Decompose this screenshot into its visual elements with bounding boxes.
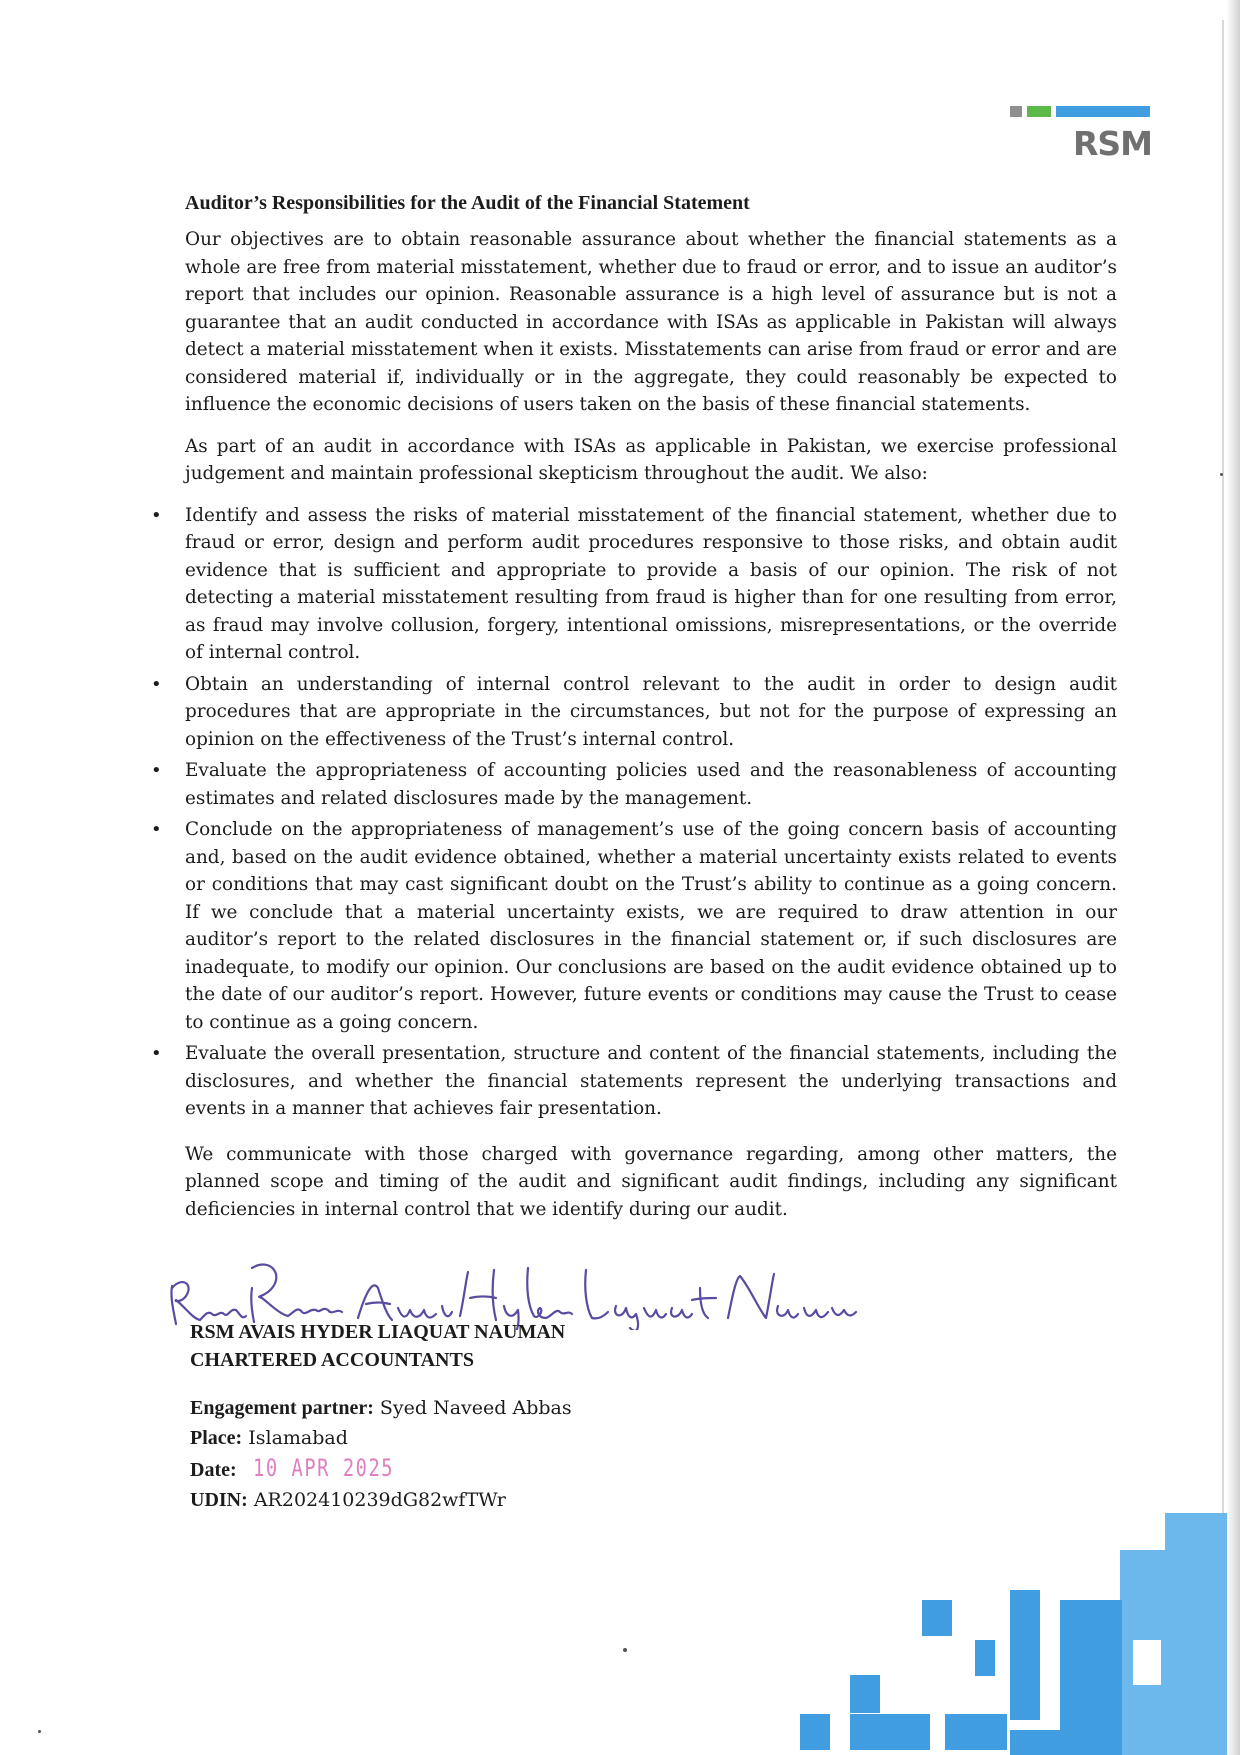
list-item [151, 502, 1117, 667]
logo-text: RSM [1072, 124, 1152, 163]
page-edge-line [1222, 20, 1224, 1730]
udin-label: UDIN: [190, 1489, 248, 1511]
list-item [151, 1040, 1117, 1123]
decor-pixel-block [1165, 1513, 1227, 1755]
page-edge-shadow [1226, 0, 1240, 1755]
decor-pixel-block [850, 1675, 880, 1713]
firm-name: RSM AVAIS HYDER LIAQUAT NAUMAN [190, 1321, 566, 1343]
date-row [190, 1453, 890, 1485]
decor-pixel-block [1010, 1590, 1040, 1720]
list-item [151, 816, 1117, 1036]
rsm-logo [1010, 106, 1150, 166]
decor-pixel-block [1060, 1600, 1122, 1690]
section-heading: Auditor’s Responsibilities for the Audit of the Financial Statement [185, 192, 750, 214]
list-item-text: Obtain an understanding of internal control relevant to the audit in order to design audit procedures that are appropriate in the circumstances, but not for the purpose of expressing an opinion on the effectiveness of the Trust’s internal control. [185, 673, 1117, 750]
date-label: Date: [190, 1459, 237, 1481]
decor-pixel-block [945, 1714, 1007, 1750]
paragraph-governance: We communicate with those charged with governance regarding, among other matters, the planned scope and timing of the audit and significant audit findings, including any significant deficiencies in internal control that we identify during our audit. [185, 1143, 1117, 1220]
scan-speck [1220, 473, 1223, 476]
place-value: Islamabad [248, 1427, 348, 1449]
decor-pixel-block [850, 1714, 930, 1750]
partner-label: Engagement partner: [190, 1397, 374, 1419]
list-item-text: Conclude on the appropriateness of management’s use of the going concern basis of accounting and, based on the audit evidence obtained, whether a material uncertainty exists related to events or conditions that may cast significant doubt on the Trust’s ability to continue as a going concern. If we conclude that a material uncertainty exists, we are required to draw attention in our auditor’s report to the related disclosures in the financial statement or, if such disclosures are inadequate, to modify our opinion. Our conclusions are based on the audit evidence obtained up to the date of our auditor’s report. However, future events or conditions may cause the Trust to cease to continue as a going concern. [185, 819, 1117, 1033]
list-item [151, 671, 1117, 754]
bullet-icon: • [151, 819, 162, 840]
decor-pixel-block [800, 1714, 830, 1750]
logo-bar-green [1027, 106, 1051, 117]
list-item-text: Evaluate the appropriateness of accounting policies used and the reasonableness of accounting estimates and related disclosures made by the management. [185, 760, 1117, 809]
firm-title: CHARTERED ACCOUNTANTS [190, 1349, 474, 1371]
decor-pixel-block [1060, 1690, 1122, 1755]
partner-value: Syed Naveed Abbas [379, 1397, 572, 1419]
bullet-icon: • [151, 760, 162, 781]
list-item-text: Evaluate the overall presentation, structure and content of the financial statements, including the disclosures, and whether the financial statements represent the underlying transactions and events in a manner that achieves fair presentation. [185, 1043, 1117, 1119]
list-item-text: Identify and assess the risks of material misstatement of the financial statement, whether due to fraud or error, design and perform audit procedures responsive to those risks, and obtain audit evidence that is sufficient and appropriate to provide a basis of our opinion. The risk of not detecting a material misstatement resulting from fraud is higher than for one resulting from error, as fraud may involve collusion, forgery, intentional omissions, misrepresentations, or the override of internal control. [185, 504, 1117, 663]
decor-pixel-block [922, 1600, 952, 1636]
decor-pixel-block [975, 1640, 995, 1676]
report-details [190, 1393, 890, 1515]
place-row [190, 1423, 890, 1453]
firm-block [190, 1318, 890, 1374]
bullet-icon: • [151, 504, 162, 526]
logo-bar-grey [1010, 106, 1022, 117]
main-content [151, 190, 1117, 1237]
decor-pixel-gap [1085, 1560, 1115, 1592]
udin-value: AR202410239dG82wfTWr [253, 1489, 506, 1511]
bullet-icon: • [151, 1043, 162, 1064]
date-stamp: 10 APR 2025 [252, 1454, 394, 1482]
decor-pixel-block [1010, 1730, 1060, 1755]
logo-bar-blue [1056, 106, 1150, 117]
list-item [151, 757, 1117, 812]
bullet-icon: • [151, 673, 162, 695]
scan-speck [38, 1730, 41, 1733]
partner-row [190, 1393, 890, 1423]
paragraph-objectives: Our objectives are to obtain reasonable assurance about whether the financial statements as a whole are free from material misstatement, whether due to fraud or error, and to issue an auditor’s report that includes our opinion. Reasonable assurance is a high level of assurance but is not a guarantee that an audit conducted in accordance with ISAs as applicable in Pakistan will always detect a material misstatement when it exists. Misstatements can arise from fraud or error and are considered material if, individually or in the aggregate, they could reasonably be expected to influence the economic decisions of users taken on the basis of these financial statements. [185, 229, 1117, 415]
place-label: Place: [190, 1427, 243, 1449]
responsibilities-list [151, 502, 1117, 1123]
decor-pixel-gap [1133, 1640, 1161, 1685]
paragraph-audit-approach: As part of an audit in accordance with ISAs as applicable in Pakistan, we exercise professional judgement and maintain professional skepticism throughout the audit. We also: [185, 435, 1117, 484]
scan-speck [623, 1648, 627, 1652]
udin-row [190, 1485, 890, 1515]
